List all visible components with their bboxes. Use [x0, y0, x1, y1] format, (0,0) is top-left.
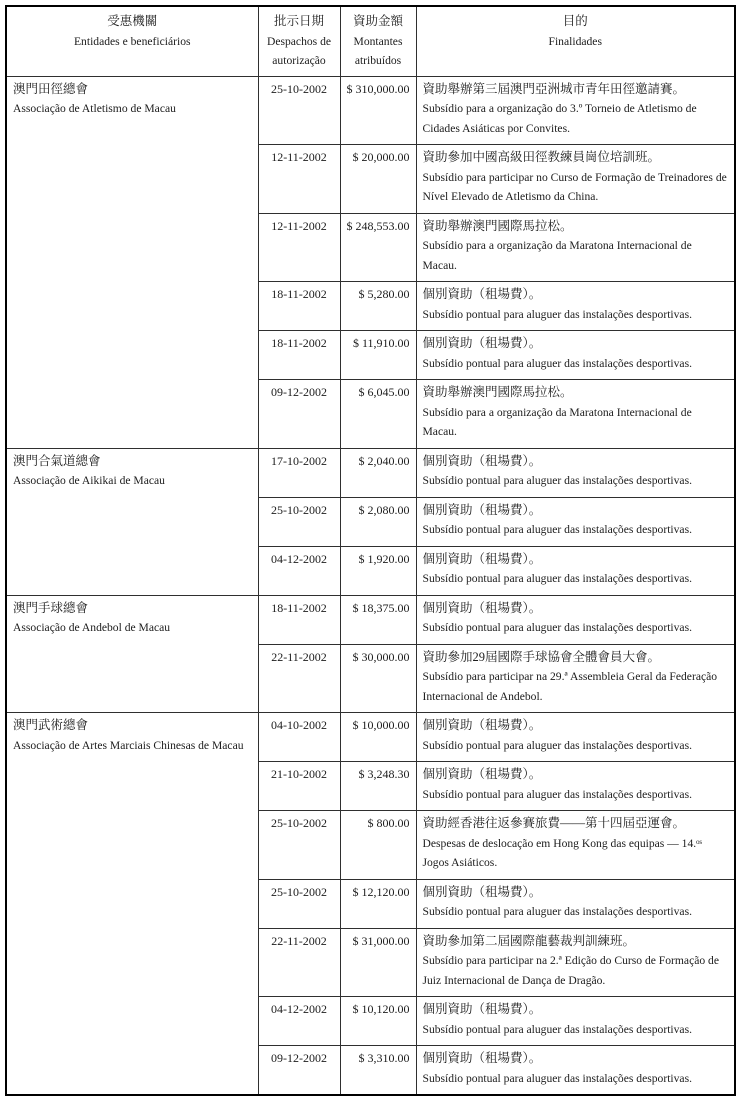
grant-date: 25-10-2002	[258, 879, 340, 928]
grant-purpose-pt: Subsídio pontual para aluguer das instalações desportivas.	[422, 307, 692, 321]
grant-date: 21-10-2002	[258, 762, 340, 811]
header-amount	[340, 6, 416, 76]
grant-purpose-pt: Subsídio pontual para aluguer das instalações desportivas.	[422, 474, 692, 487]
grant-amount: $ 1,920.00	[340, 546, 416, 595]
header-purpose-zh: 目的	[562, 14, 588, 28]
grant-amount: $ 800.00	[340, 811, 416, 880]
grant-purpose-pt: Subsídio pontual para aluguer das instalações desportivas.	[422, 905, 692, 918]
grant-purpose-zh: 資助舉辦澳門國際馬拉松。	[422, 218, 573, 233]
grant-date: 04-10-2002	[258, 713, 340, 762]
grant-amount: $ 3,310.00	[340, 1046, 416, 1096]
grant-purpose-zh: 個別資助（租場費）。	[422, 551, 542, 566]
grant-purpose-zh: 資助舉辦澳門國際馬拉松。	[422, 385, 573, 399]
grant-amount: $ 5,280.00	[340, 282, 416, 331]
grant-purpose-pt: Subsídio para a organização do 3.º Torneio de Atletismo de Cidades Asiáticas por Convites.	[422, 102, 697, 135]
entity-name-zh: 澳門田徑總會	[13, 81, 89, 96]
grant-date: 09-12-2002	[258, 380, 340, 449]
grant-purpose	[416, 497, 735, 546]
header-purpose	[416, 6, 735, 76]
grant-date: 09-12-2002	[258, 1046, 340, 1096]
grant-amount: $ 18,375.00	[340, 595, 416, 644]
grant-purpose-zh: 資助參加第二屆國際龍藝裁判訓練班。	[422, 933, 636, 948]
grant-amount: $ 2,040.00	[340, 448, 416, 497]
grant-purpose	[416, 1046, 735, 1096]
grant-purpose-zh: 資助參加中國高級田徑教練員崗位培訓班。	[422, 150, 661, 164]
grant-amount: $ 11,910.00	[340, 331, 416, 380]
entity-cell	[6, 595, 258, 713]
grant-purpose-pt: Despesas de deslocação em Hong Kong das equipas — 14.ᵒˢ Jogos Asiáticos.	[422, 836, 702, 869]
grant-date: 22-11-2002	[258, 928, 340, 997]
entity-name-zh: 澳門合氣道總會	[13, 453, 101, 468]
grant-amount: $ 20,000.00	[340, 145, 416, 214]
grant-date: 25-10-2002	[258, 497, 340, 546]
entity-name-pt: Associação de Aikikai de Macau	[13, 474, 165, 487]
grant-amount: $ 310,000.00	[340, 76, 416, 145]
grant-date: 22-11-2002	[258, 644, 340, 713]
grant-purpose	[416, 928, 735, 997]
table-body	[6, 76, 735, 1095]
header-date-pt: Despachos de autorização	[266, 34, 332, 67]
grant-purpose-pt: Subsídio pontual para aluguer das instalações desportivas.	[422, 356, 692, 370]
entity-name-zh: 澳門手球總會	[13, 600, 89, 615]
grant-amount: $ 12,120.00	[340, 879, 416, 928]
grant-purpose-zh: 個別資助（租場費）。	[422, 1051, 542, 1065]
grant-purpose	[416, 811, 735, 880]
entity-cell	[6, 448, 258, 595]
table-header	[6, 6, 735, 76]
grant-purpose	[416, 644, 735, 713]
grant-amount: $ 30,000.00	[340, 644, 416, 713]
entity-name-zh: 澳門武術總會	[13, 718, 89, 732]
entity-name-pt: Associação de Atletismo de Macau	[13, 102, 176, 115]
entity-cell	[6, 76, 258, 448]
grant-date: 12-11-2002	[258, 213, 340, 282]
grant-purpose	[416, 145, 735, 214]
header-date	[258, 6, 340, 76]
grant-purpose	[416, 282, 735, 331]
grant-row	[6, 713, 735, 762]
header-amount-zh: 資助金額	[352, 14, 403, 28]
header-date-zh: 批示日期	[273, 14, 324, 28]
grant-purpose	[416, 713, 735, 762]
grant-row	[6, 76, 735, 145]
grant-purpose-pt: Subsídio para participar na 2.ª Edição do Curso de Formação de Juiz Internacional de Dança de Dragão.	[422, 954, 720, 987]
grant-purpose	[416, 448, 735, 497]
grant-purpose	[416, 76, 735, 145]
grant-purpose-zh: 個別資助（租場費）。	[422, 600, 542, 615]
grant-date: 04-12-2002	[258, 546, 340, 595]
grant-purpose-zh: 個別資助（租場費）。	[422, 502, 542, 517]
grant-purpose	[416, 331, 735, 380]
grant-purpose-pt: Subsídio pontual para aluguer das instalações desportivas.	[422, 621, 692, 634]
grant-purpose-zh: 個別資助（租場費）。	[422, 287, 542, 301]
grant-purpose-pt: Subsídio pontual para aluguer das instalações desportivas.	[422, 523, 692, 536]
grant-purpose-zh: 個別資助（租場費）。	[422, 767, 542, 781]
subsidy-table	[5, 5, 736, 1096]
grant-date: 18-11-2002	[258, 595, 340, 644]
grant-purpose-zh: 個別資助（租場費）。	[422, 884, 542, 899]
grant-purpose-pt: Subsídio para a organização da Maratona Internacional de Macau.	[422, 405, 692, 438]
entity-name-pt: Associação de Andebol de Macau	[13, 621, 171, 634]
grant-amount: $ 6,045.00	[340, 380, 416, 449]
entity-cell	[6, 713, 258, 1096]
header-amount-pt: Montantes atribuídos	[353, 34, 403, 67]
grant-purpose-zh: 個別資助（租場費）。	[422, 336, 542, 350]
header-row	[6, 6, 735, 76]
grant-purpose-zh: 個別資助（租場費）。	[422, 1002, 542, 1016]
grant-purpose-zh: 資助經香港往返參賽旅費——第十四屆亞運會。	[422, 816, 686, 830]
grant-amount: $ 248,553.00	[340, 213, 416, 282]
grant-purpose	[416, 380, 735, 449]
grant-purpose	[416, 997, 735, 1046]
header-entity	[6, 6, 258, 76]
grant-amount: $ 31,000.00	[340, 928, 416, 997]
grant-purpose	[416, 213, 735, 282]
grant-purpose-pt: Subsídio pontual para aluguer das instalações desportivas.	[422, 1022, 692, 1036]
grant-purpose	[416, 879, 735, 928]
grant-purpose-pt: Subsídio pontual para aluguer das instalações desportivas.	[422, 787, 692, 801]
grant-purpose-zh: 個別資助（租場費）。	[422, 718, 542, 732]
grant-date: 18-11-2002	[258, 331, 340, 380]
grant-amount: $ 2,080.00	[340, 497, 416, 546]
grant-purpose-pt: Subsídio pontual para aluguer das instalações desportivas.	[422, 738, 692, 752]
grant-date: 17-10-2002	[258, 448, 340, 497]
entity-name-pt: Associação de Artes Marciais Chinesas de Macau	[13, 738, 244, 752]
header-purpose-pt: Finalidades	[548, 34, 602, 48]
grant-date: 18-11-2002	[258, 282, 340, 331]
grant-purpose-pt: Subsídio para participar na 29.ª Assembleia Geral da Federação Internacional de Andebol.	[422, 670, 718, 703]
grant-date: 04-12-2002	[258, 997, 340, 1046]
grant-purpose	[416, 762, 735, 811]
grant-purpose-pt: Subsídio pontual para aluguer das instalações desportivas.	[422, 572, 692, 585]
grant-purpose	[416, 595, 735, 644]
grant-date: 25-10-2002	[258, 811, 340, 880]
grant-purpose-pt: Subsídio pontual para aluguer das instalações desportivas.	[422, 1071, 692, 1085]
grant-amount: $ 10,120.00	[340, 997, 416, 1046]
grant-row	[6, 448, 735, 497]
grant-purpose-zh: 資助參加29屆國際手球協會全體會員大會。	[422, 649, 661, 664]
grant-purpose-zh: 資助舉辦第三屆澳門亞洲城市青年田徑邀請賽。	[422, 81, 686, 96]
grant-amount: $ 10,000.00	[340, 713, 416, 762]
grant-row	[6, 595, 735, 644]
grant-purpose-pt: Subsídio para a organização da Maratona Internacional de Macau.	[422, 239, 692, 272]
grant-purpose	[416, 546, 735, 595]
grant-date: 25-10-2002	[258, 76, 340, 145]
grant-purpose-zh: 個別資助（租場費）。	[422, 453, 542, 468]
header-entity-zh: 受惠機關	[107, 14, 158, 28]
grant-amount: $ 3,248.30	[340, 762, 416, 811]
grant-purpose-pt: Subsídio para participar no Curso de Formação de Treinadores de Nível Elevado de Atletismo da China.	[422, 170, 727, 203]
grant-date: 12-11-2002	[258, 145, 340, 214]
header-entity-pt: Entidades e beneficiários	[73, 34, 191, 48]
